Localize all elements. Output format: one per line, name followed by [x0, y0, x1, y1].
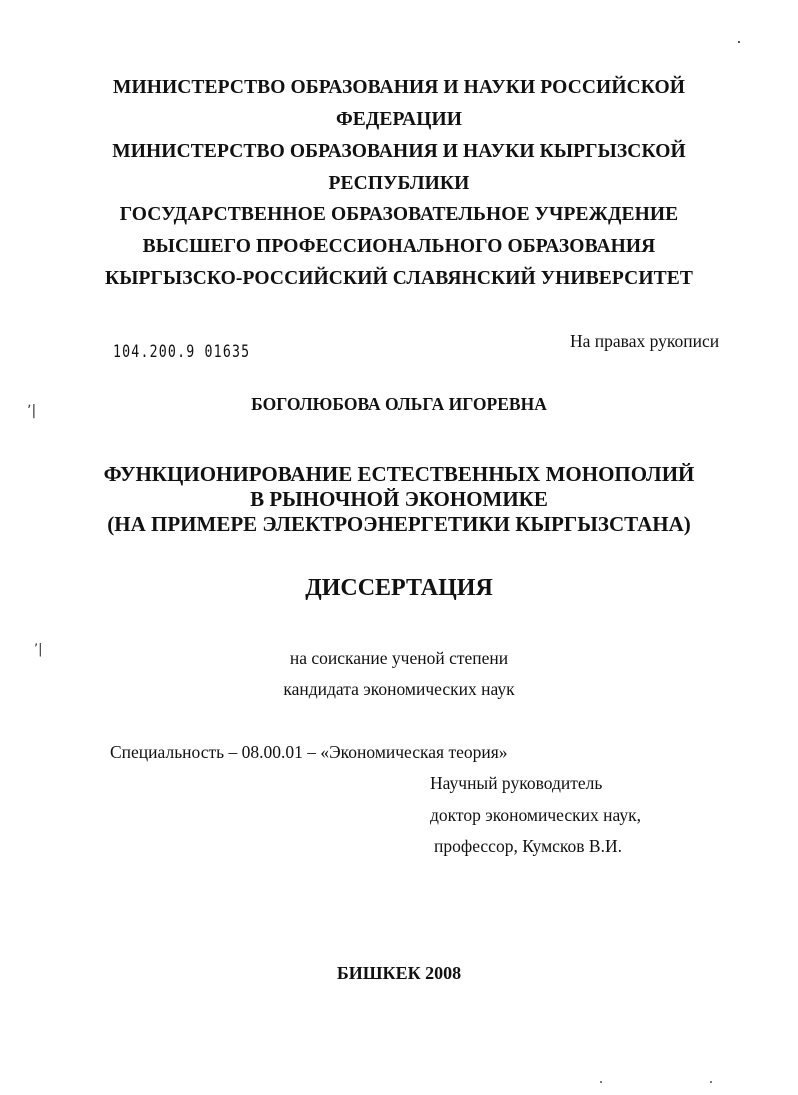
ministry-russia-line-cont: ФЕДЕРАЦИИ — [335, 109, 463, 130]
scan-dot — [710, 1081, 712, 1083]
university-name-line: КЫРГЫЗСКО-РОССИЙСКИЙ СЛАВЯНСКИЙ УНИВЕРСИТЕТ — [105, 268, 693, 289]
institution-level-line: ВЫСШЕГО ПРОФЕССИОНАЛЬНОГО ОБРАЗОВАНИЯ — [142, 236, 656, 257]
scan-mark-middle: ʼ| — [34, 642, 43, 657]
author-name: БОГОЛЮБОВА ОЛЬГА ИГОРЕВНА — [251, 394, 547, 414]
document-type: ДИССЕРТАЦИЯ — [305, 575, 493, 601]
institution-type-line: ГОСУДАРСТВЕННОЕ ОБРАЗОВАТЕЛЬНОЕ УЧРЕЖДЕНИЕ — [119, 204, 679, 225]
scan-dot — [738, 41, 740, 43]
scan-dot — [600, 1081, 602, 1083]
rights-note: На правах рукописи — [570, 331, 720, 351]
degree-line-1: на соискание ученой степени — [289, 648, 509, 668]
ministry-kyrgyz-line: МИНИСТЕРСТВО ОБРАЗОВАНИЯ И НАУКИ КЫРГЫЗСКОЙ — [112, 141, 686, 162]
library-stamp-number: 104.200.9 01635 — [113, 342, 251, 362]
title-line-3: (НА ПРИМЕРЕ ЭЛЕКТРОЭНЕРГЕТИКИ КЫРГЫЗСТАНА) — [107, 512, 691, 536]
specialty: Специальность – 08.00.01 – «Экономическая теория» — [110, 742, 508, 762]
title-line-2: В РЫНОЧНОЙ ЭКОНОМИКЕ — [250, 487, 548, 511]
degree-line-2: кандидата экономических наук — [283, 679, 515, 699]
place-year: БИШКЕК 2008 — [336, 963, 462, 983]
supervisor-title-name: профессор, Кумсков В.И. — [434, 836, 622, 856]
ministry-russia-line: МИНИСТЕРСТВО ОБРАЗОВАНИЯ И НАУКИ РОССИЙСКОЙ — [112, 77, 686, 98]
supervisor-degree: доктор экономических наук, — [430, 805, 641, 825]
scan-mark-top: ʼ| — [27, 403, 37, 419]
supervisor-role: Научный руководитель — [430, 773, 603, 793]
title-line-1: ФУНКЦИОНИРОВАНИЕ ЕСТЕСТВЕННЫХ МОНОПОЛИЙ — [103, 462, 695, 486]
ministry-kyrgyz-line-cont: РЕСПУБЛИКИ — [328, 173, 470, 194]
